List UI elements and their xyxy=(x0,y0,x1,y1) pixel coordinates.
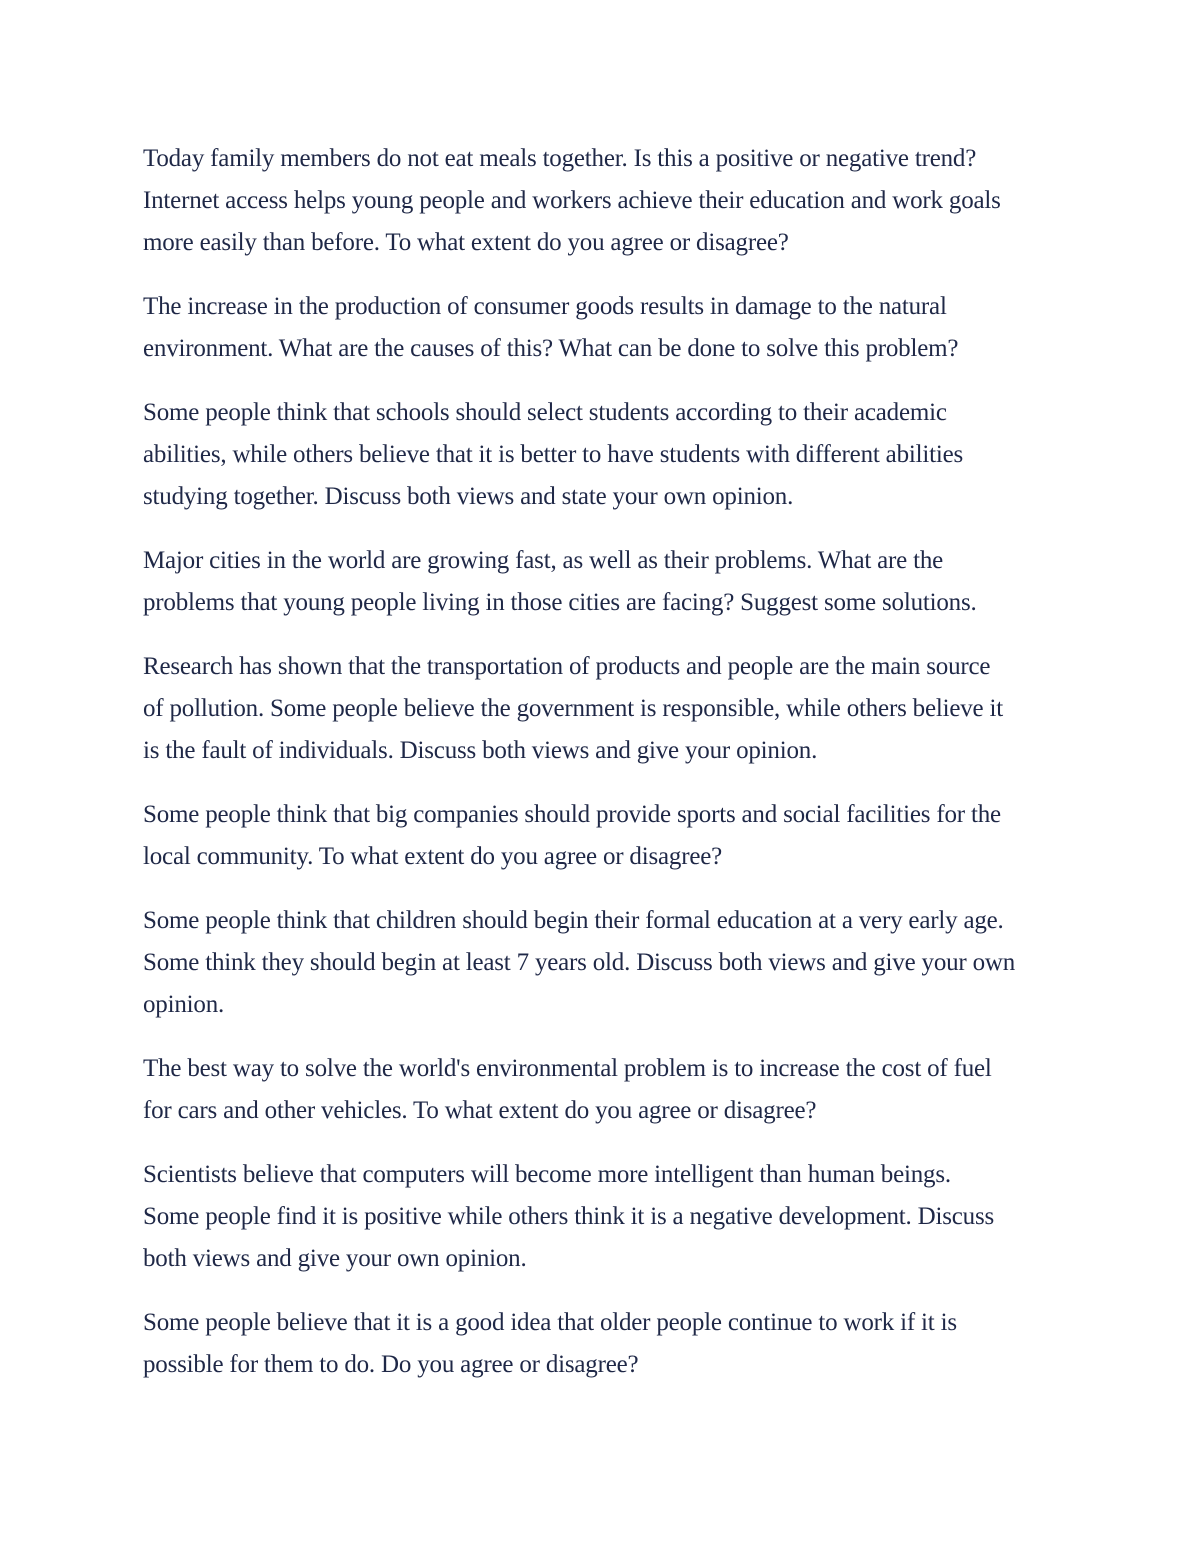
paragraph-1 xyxy=(143,138,1063,264)
paragraph-line: Scientists believe that computers will become more intelligent than human beings. xyxy=(143,1161,951,1188)
paragraph-line: abilities, while others believe that it is better to have students with different abilities xyxy=(143,441,964,468)
paragraph-line: Some think they should begin at least 7 years old. Discuss both views and give your own xyxy=(143,949,1016,976)
paragraph-line: local community. To what extent do you agree or disagree? xyxy=(143,843,723,870)
paragraph-line: more easily than before. To what extent do you agree or disagree? xyxy=(143,229,789,256)
paragraph-line: Some people believe that it is a good idea that older people continue to work if it is xyxy=(143,1309,957,1336)
paragraph-line: studying together. Discuss both views and state your own opinion. xyxy=(143,483,794,510)
paragraph-line: Some people find it is positive while others think it is a negative development. Discuss xyxy=(143,1203,995,1230)
paragraph-line: Major cities in the world are growing fast, as well as their problems. What are the xyxy=(143,547,944,574)
paragraph-line: Today family members do not eat meals together. Is this a positive or negative trend? xyxy=(143,145,977,172)
paragraph-6 xyxy=(143,794,1063,878)
paragraph-line: problems that young people living in those cities are facing? Suggest some solutions. xyxy=(143,589,977,616)
paragraph-line: The best way to solve the world's environmental problem is to increase the cost of fuel xyxy=(143,1055,992,1082)
paragraph-10 xyxy=(143,1302,1063,1386)
paragraph-line: of pollution. Some people believe the government is responsible, while others believe it xyxy=(143,695,1003,722)
paragraph-line: Some people think that big companies should provide sports and social facilities for the xyxy=(143,801,1001,828)
paragraph-9 xyxy=(143,1154,1063,1280)
paragraph-line: Some people think that children should begin their formal education at a very early age. xyxy=(143,907,1004,934)
paragraph-5 xyxy=(143,646,1063,772)
paragraph-7 xyxy=(143,900,1063,1026)
paragraph-line: is the fault of individuals. Discuss both views and give your opinion. xyxy=(143,737,818,764)
paragraph-line: Internet access helps young people and workers achieve their education and work goals xyxy=(143,187,1001,214)
paragraph-4 xyxy=(143,540,1063,624)
paragraph-line: for cars and other vehicles. To what extent do you agree or disagree? xyxy=(143,1097,817,1124)
paragraph-line: both views and give your own opinion. xyxy=(143,1245,527,1272)
paragraph-line: environment. What are the causes of this? What can be done to solve this problem? xyxy=(143,335,959,362)
paragraph-line: possible for them to do. Do you agree or disagree? xyxy=(143,1351,639,1378)
paragraph-3 xyxy=(143,392,1063,518)
paragraph-line: Research has shown that the transportation of products and people are the main source xyxy=(143,653,991,680)
paragraph-line: Some people think that schools should select students according to their academic xyxy=(143,399,947,426)
paragraph-line: opinion. xyxy=(143,991,225,1018)
document-body xyxy=(143,138,1063,1408)
paragraph-2 xyxy=(143,286,1063,370)
paragraph-line: The increase in the production of consumer goods results in damage to the natural xyxy=(143,293,947,320)
paragraph-8 xyxy=(143,1048,1063,1132)
